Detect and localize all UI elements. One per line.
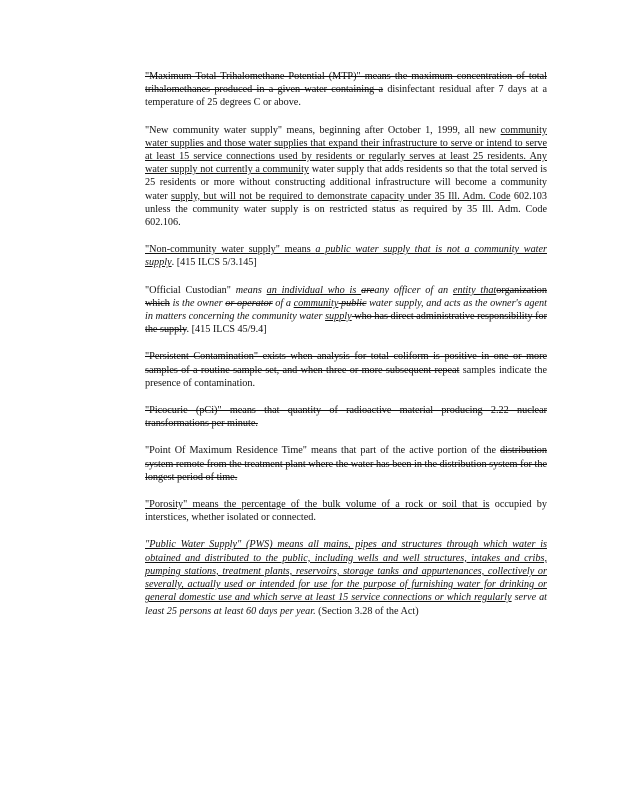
text-segment: water supply that adds residents so that the total served is 25 residents or more without constructing additional infrastructure will become a community water — [145, 164, 547, 202]
text-segment: community water supplies and those water supplies that expand their infrastructure to serve or intend to serve at least 15 service connections used by residents or regularly serves at least 25 residents. Any water supply not currently a community — [145, 124, 547, 176]
text-segment: "Non-community water supply" means — [145, 244, 316, 256]
text-segment: serve at least 25 persons at least 60 days per year. — [145, 592, 547, 617]
text-segment: is the owner — [169, 297, 226, 309]
text-segment: "Point Of Maximum Residence Time" means that part of the active portion of the — [145, 445, 501, 457]
text-segment: or operator — [225, 297, 273, 309]
text-segment: any officer of an — [374, 284, 453, 296]
definition-mtp — [145, 70, 547, 110]
definition-picocurie — [145, 404, 547, 430]
text-segment: entity that — [452, 284, 497, 296]
text-segment: a public water supply that is not a community water supply — [145, 244, 547, 269]
definition-new-community-water-supply — [145, 124, 547, 230]
text-segment: occupied by interstices, whether isolated or connected. — [145, 499, 547, 524]
text-segment: 602.103 unless the community water supply is on restricted status as required by 35 Ill. Adm. Code 602.106. — [145, 190, 547, 229]
text-segment: means — [235, 284, 267, 296]
definition-porosity — [145, 498, 547, 524]
text-segment: who has direct administrative responsibility for the supply — [145, 311, 547, 336]
text-segment: samples indicate the presence of contamination. — [145, 364, 547, 389]
text-segment: public — [338, 297, 367, 309]
text-segment: community — [293, 297, 339, 309]
document-body — [145, 70, 547, 632]
text-segment: disinfectant residual after 7 days at a temperature of 25 degrees C or above. — [145, 84, 547, 109]
text-segment: an individual who is — [266, 284, 362, 296]
text-segment: . [415 ILCS 5/3.145] — [171, 257, 257, 269]
definition-point-of-maximum-residence-time — [145, 444, 547, 484]
text-segment: "Picocurie (pCi)" means that quantity of radioactive material producing 2.22 nuclear transformations per minute. — [145, 405, 547, 430]
text-segment: "Porosity" means the percentage of the bulk volume of a rock or soil that is — [145, 499, 490, 511]
text-segment: are — [361, 284, 375, 296]
text-segment: (Section 3.28 of the Act) — [315, 605, 419, 617]
text-segment: supply — [325, 311, 352, 323]
text-segment: distribution system remote from the treatment plant where the water has been in the distribution system for the longest period of time. — [145, 445, 547, 483]
definition-non-community-water-supply — [145, 243, 547, 269]
text-segment: water supply, and acts as the owner's agent in matters concerning the community water — [145, 297, 547, 323]
definition-public-water-supply — [145, 538, 547, 617]
text-segment: "Persistent Contamination" exists when analysis for total coliform is positive in one or more samples of a routine sample set, and when three or more subsequent repeat — [145, 351, 547, 376]
text-segment: of a — [272, 297, 294, 309]
text-segment: "Maximum Total Trihalomethane Potential (MTP)" means the maximum concentration of total trihalomethanes produced in a given water containing a — [145, 71, 547, 96]
text-segment: "Official Custodian" — [145, 284, 236, 296]
text-segment: . [415 ILCS 45/9.4] — [186, 324, 267, 336]
text-segment: supply, but will not be required to demonstrate capacity under 35 Ill. Adm. Code — [171, 190, 511, 202]
text-segment: "New community water supply" means, beginning after October 1, 1999, all new — [145, 124, 501, 136]
definition-official-custodian — [145, 284, 547, 337]
text-segment: organization which — [145, 284, 547, 309]
text-segment: "Public Water Supply" (PWS) means all mains, pipes and structures through which water is obtained and distributed to the public, including wells and well structures, intakes and cribs, pumping stations, treatment plants, reservoirs, storage tanks and appurtenances, collectively or severally, actually used or intended for use for the purpose of furnishing water for drinking or general domestic use and which serve at least 15 service connections or which regularly — [145, 539, 547, 604]
definition-persistent-contamination — [145, 350, 547, 390]
